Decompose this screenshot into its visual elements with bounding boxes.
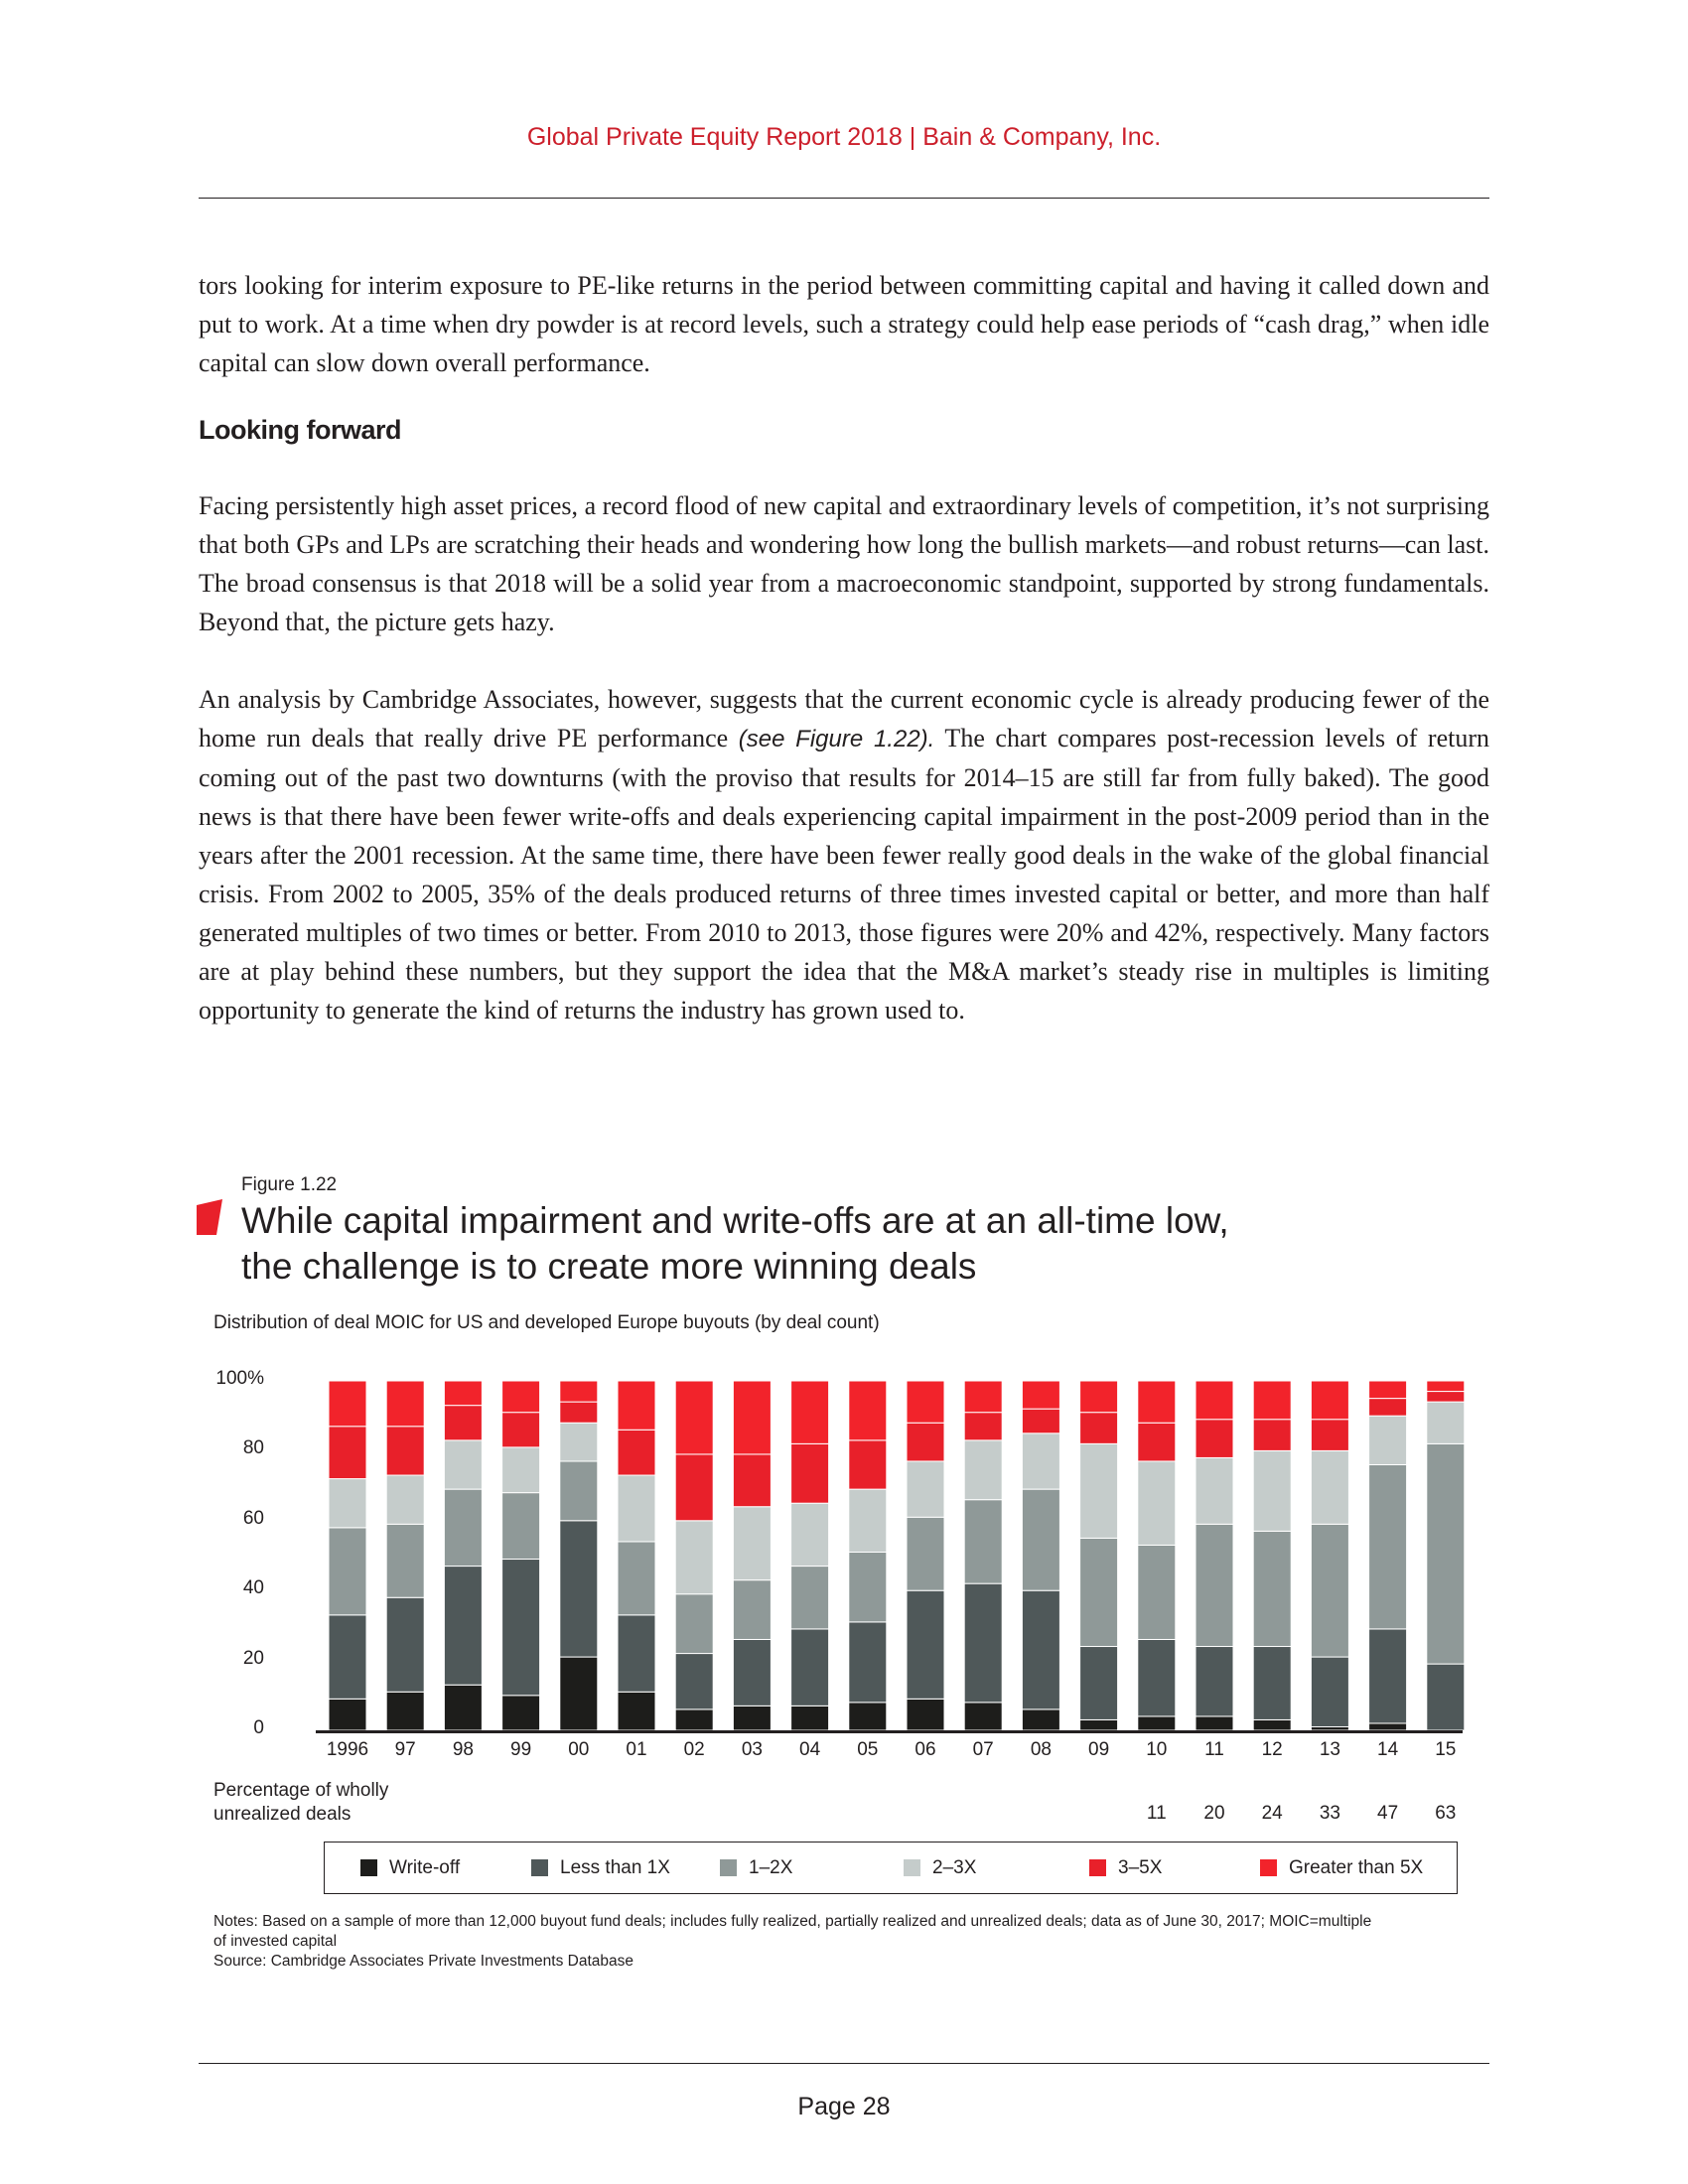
unrealized-value: 24 — [1261, 1803, 1283, 1824]
paragraph-2-text: Facing persistently high asset prices, a record flood of new capital and extraordinary levels of competition, it’s not surprising that both GPs and LPs are scratching their heads and wondering how long the bullish markets—and robust returns—can last. The broad consensus is that 2018 will be a solid year from a macroeconomic standpoint, supported by strong fundamentals. Beyond that, the picture gets hazy. — [199, 491, 1489, 636]
x-tick-label: 15 — [1435, 1739, 1457, 1760]
bar-segment-98-4 — [444, 1406, 482, 1440]
bar-segment-12-5 — [1253, 1381, 1291, 1420]
bar-segment-04-5 — [791, 1381, 829, 1443]
bar-segment-08-2 — [1022, 1489, 1059, 1590]
bar-segment-12-0 — [1253, 1719, 1291, 1730]
bar-segment-12-2 — [1253, 1531, 1291, 1646]
bar-segment-98-1 — [444, 1567, 482, 1686]
figure-notes — [213, 1912, 1475, 1972]
bar-segment-15-1 — [1427, 1664, 1465, 1730]
bar-segment-13-3 — [1311, 1450, 1348, 1524]
figure-reference: (see Figure 1.22). — [738, 726, 935, 752]
unrealized-value: 11 — [1146, 1803, 1167, 1824]
bar-segment-07-0 — [964, 1703, 1002, 1730]
legend-item — [1260, 1857, 1423, 1879]
bar-segment-03-3 — [733, 1507, 771, 1580]
bar-segment-02-3 — [675, 1521, 713, 1594]
legend-item — [360, 1857, 460, 1879]
bar-segment-05-1 — [849, 1622, 887, 1703]
x-tick-label: 11 — [1204, 1739, 1224, 1760]
bar-segment-1996-0 — [329, 1699, 366, 1730]
notes-line2: of invested capital — [213, 1933, 338, 1950]
x-tick-label: 1996 — [326, 1739, 369, 1760]
bar-segment-99-1 — [502, 1560, 540, 1696]
unrealized-label-line1: Percentage of wholly — [213, 1780, 389, 1801]
bar-segment-11-2 — [1196, 1524, 1233, 1646]
bar-segment-05-0 — [849, 1703, 887, 1730]
bar-segment-00-1 — [560, 1521, 598, 1657]
bar-segment-15-4 — [1427, 1392, 1465, 1403]
bar-segment-04-2 — [791, 1567, 829, 1629]
legend-label: 3–5X — [1118, 1856, 1163, 1878]
bar-segment-1996-3 — [329, 1479, 366, 1528]
x-tick-label: 03 — [741, 1739, 763, 1760]
bar-segment-02-0 — [675, 1709, 713, 1730]
bar-segment-1996-4 — [329, 1427, 366, 1479]
bar-segment-07-2 — [964, 1500, 1002, 1583]
bar-segment-15-5 — [1427, 1381, 1465, 1392]
legend-swatch — [720, 1859, 737, 1876]
bar-segment-07-3 — [964, 1440, 1002, 1500]
x-tick-label: 13 — [1319, 1739, 1340, 1760]
section-title: Looking forward — [199, 415, 401, 445]
bar-segment-97-4 — [386, 1427, 424, 1475]
bar-segment-05-4 — [849, 1440, 887, 1489]
bar-segment-04-1 — [791, 1629, 829, 1706]
bar-segment-02-1 — [675, 1654, 713, 1709]
bar-segment-99-5 — [502, 1381, 540, 1413]
bar-segment-03-4 — [733, 1454, 771, 1507]
bar-segment-06-2 — [907, 1517, 944, 1590]
bar-segment-09-4 — [1080, 1413, 1118, 1444]
bar-segment-03-2 — [733, 1580, 771, 1640]
legend-swatch — [360, 1859, 377, 1876]
page-number: Page 28 — [797, 2093, 891, 2120]
figure-title-line2: the challenge is to create more winning deals — [241, 1246, 977, 1287]
bar-segment-07-5 — [964, 1381, 1002, 1413]
y-tick-label: 60 — [242, 1507, 264, 1529]
unrealized-value: 63 — [1435, 1803, 1457, 1824]
y-tick-label: 100% — [215, 1368, 264, 1389]
bar-segment-98-5 — [444, 1381, 482, 1406]
bar-segment-10-1 — [1138, 1639, 1176, 1715]
bar-segment-15-2 — [1427, 1443, 1465, 1664]
x-tick-label: 99 — [510, 1739, 532, 1760]
bar-segment-04-3 — [791, 1503, 829, 1566]
x-tick-label: 04 — [799, 1739, 821, 1760]
x-tick-label: 14 — [1377, 1739, 1399, 1760]
bar-segment-08-1 — [1022, 1590, 1059, 1709]
bar-segment-97-1 — [386, 1597, 424, 1692]
x-tick-label: 06 — [914, 1739, 936, 1760]
bar-segment-02-2 — [675, 1594, 713, 1654]
bar-segment-11-5 — [1196, 1381, 1233, 1420]
legend-swatch — [531, 1859, 548, 1876]
legend-swatch — [904, 1859, 920, 1876]
bar-segment-00-3 — [560, 1423, 598, 1461]
bar-segment-99-0 — [502, 1696, 540, 1730]
bar-segment-14-5 — [1369, 1381, 1407, 1399]
bar-segment-11-4 — [1196, 1420, 1233, 1458]
legend-item — [531, 1857, 670, 1879]
bar-segment-13-2 — [1311, 1524, 1348, 1657]
bar-segment-1996-1 — [329, 1615, 366, 1699]
bar-segment-13-4 — [1311, 1420, 1348, 1451]
x-tick-label: 07 — [972, 1739, 994, 1760]
figure-subtitle: Distribution of deal MOIC for US and developed Europe buyouts (by deal count) — [213, 1312, 880, 1333]
chart-legend — [324, 1842, 1458, 1894]
legend-item — [1089, 1857, 1162, 1879]
bar-segment-97-0 — [386, 1692, 424, 1730]
bar-segment-02-5 — [675, 1381, 713, 1454]
bar-segment-01-1 — [618, 1615, 655, 1692]
x-tick-label: 00 — [568, 1739, 590, 1760]
legend-item — [720, 1857, 792, 1879]
bar-segment-09-2 — [1080, 1538, 1118, 1646]
x-tick-label: 10 — [1146, 1739, 1168, 1760]
bar-segment-08-3 — [1022, 1433, 1059, 1489]
paragraph-1-text: tors looking for interim exposure to PE-like returns in the period between committing capital and having it called down and put to work. At a time when dry powder is at record levels, such a strategy could help ease periods of “cash drag,” when idle capital can slow down overall performance. — [199, 271, 1489, 377]
notes-line1: Notes: Based on a sample of more than 12,000 buyout fund deals; includes fully realized, partially realized and unrealized deals; data as of June 30, 2017; MOIC=multiple — [213, 1913, 1372, 1930]
bar-segment-12-3 — [1253, 1450, 1291, 1531]
bar-segment-06-5 — [907, 1381, 944, 1423]
unrealized-value: 47 — [1377, 1803, 1399, 1824]
y-tick-label: 80 — [242, 1437, 264, 1459]
bar-segment-06-3 — [907, 1461, 944, 1517]
legend-label: 2–3X — [932, 1856, 977, 1878]
bar-segment-05-2 — [849, 1552, 887, 1621]
bar-segment-10-5 — [1138, 1381, 1176, 1423]
legend-label: Greater than 5X — [1289, 1856, 1424, 1878]
legend-swatch — [1260, 1859, 1277, 1876]
x-tick-label: 09 — [1088, 1739, 1110, 1760]
bar-segment-09-1 — [1080, 1647, 1118, 1720]
legend-swatch — [1089, 1859, 1106, 1876]
bar-segment-04-4 — [791, 1443, 829, 1503]
bar-segment-00-5 — [560, 1381, 598, 1402]
bar-segment-05-3 — [849, 1489, 887, 1552]
unrealized-label-line2: unrealized deals — [213, 1804, 352, 1825]
bar-segment-08-0 — [1022, 1709, 1059, 1730]
bar-segment-97-3 — [386, 1475, 424, 1524]
bar-segment-06-1 — [907, 1590, 944, 1699]
unrealized-label — [213, 1779, 388, 1827]
bar-segment-07-1 — [964, 1583, 1002, 1703]
bar-segment-97-5 — [386, 1381, 424, 1427]
bar-segment-1996-5 — [329, 1381, 366, 1427]
bar-segment-10-2 — [1138, 1545, 1176, 1639]
bar-segment-04-0 — [791, 1706, 829, 1730]
bar-segment-01-0 — [618, 1692, 655, 1730]
bar-segment-14-2 — [1369, 1464, 1407, 1628]
bar-segment-14-3 — [1369, 1416, 1407, 1464]
bar-segment-01-5 — [618, 1381, 655, 1430]
bar-segment-13-1 — [1311, 1657, 1348, 1726]
bar-segment-97-2 — [386, 1524, 424, 1597]
bar-segment-12-1 — [1253, 1647, 1291, 1720]
bar-segment-14-1 — [1369, 1629, 1407, 1723]
x-tick-label: 12 — [1261, 1739, 1283, 1760]
x-tick-label: 02 — [683, 1739, 705, 1760]
bar-segment-99-4 — [502, 1413, 540, 1447]
bar-segment-14-4 — [1369, 1399, 1407, 1417]
bar-segment-09-3 — [1080, 1443, 1118, 1538]
bar-segment-09-5 — [1080, 1381, 1118, 1413]
bar-segment-08-4 — [1022, 1409, 1059, 1433]
x-tick-label: 97 — [394, 1739, 416, 1760]
bar-segment-99-3 — [502, 1447, 540, 1493]
report-header: Global Private Equity Report 2018 | Bain & Company, Inc. — [526, 123, 1162, 151]
bar-segment-11-1 — [1196, 1647, 1233, 1716]
footer-divider — [199, 2063, 1489, 2064]
bar-segment-10-4 — [1138, 1423, 1176, 1461]
x-tick-label: 98 — [452, 1739, 474, 1760]
bar-segment-14-0 — [1369, 1723, 1407, 1730]
figure-title-line1: While capital impairment and write-offs are at an all-time low, — [241, 1200, 1229, 1241]
bar-segment-99-2 — [502, 1493, 540, 1560]
bar-segment-11-3 — [1196, 1457, 1233, 1524]
paragraph-3b: The chart compares post-recession levels of return coming out of the past two downturns (with the proviso that results for 2014–15 are still far from fully baked). The good news is that there have been fewer write-offs and deals experiencing capital impairment in the post-2009 period than in the years after the 2001 recession. At the same time, there have been fewer really good deals in the wake of the global financial crisis. From 2002 to 2005, 35% of the deals produced returns of three times invested capital or better, and more than half generated multiples of two times or better. From 2010 to 2013, those figures were 20% and 42%, respectively. Many factors are at play behind these numbers, but they support the idea that the M&A market’s steady rise in multiples is limiting opportunity to generate the kind of returns the industry has grown used to. — [199, 724, 1490, 1024]
bar-segment-13-0 — [1311, 1726, 1348, 1730]
bar-segment-06-4 — [907, 1423, 944, 1461]
bar-segment-98-0 — [444, 1685, 482, 1730]
figure-label: Figure 1.22 — [241, 1174, 338, 1195]
bar-segment-11-0 — [1196, 1716, 1233, 1730]
bar-segment-12-4 — [1253, 1420, 1291, 1451]
paragraph-3a: An analysis by Cambridge Associates, however, suggests that the current economic cycle is already producing fewer of the home run deals that really drive PE performance — [199, 685, 1489, 752]
unrealized-value: 20 — [1203, 1803, 1225, 1824]
x-tick-label: 08 — [1030, 1739, 1052, 1760]
bar-segment-07-4 — [964, 1413, 1002, 1440]
bar-segment-00-2 — [560, 1461, 598, 1521]
bar-segment-98-3 — [444, 1440, 482, 1489]
bar-segment-10-0 — [1138, 1716, 1176, 1730]
bar-segment-01-3 — [618, 1475, 655, 1542]
legend-label: Write-off — [389, 1856, 461, 1878]
bar-segment-03-1 — [733, 1639, 771, 1706]
legend-item — [904, 1857, 976, 1879]
bar-segment-02-4 — [675, 1454, 713, 1521]
x-tick-label: 01 — [626, 1739, 647, 1760]
x-tick-label: 05 — [857, 1739, 879, 1760]
bar-segment-06-0 — [907, 1699, 944, 1730]
y-tick-label: 0 — [253, 1717, 264, 1738]
legend-label: Less than 1X — [560, 1856, 670, 1878]
bar-segment-98-2 — [444, 1489, 482, 1566]
bar-segment-09-0 — [1080, 1719, 1118, 1730]
bar-segment-13-5 — [1311, 1381, 1348, 1420]
bar-segment-03-0 — [733, 1706, 771, 1730]
legend-label: 1–2X — [749, 1856, 793, 1878]
y-tick-label: 40 — [242, 1577, 264, 1599]
bar-segment-01-2 — [618, 1542, 655, 1615]
bar-segment-08-5 — [1022, 1381, 1059, 1409]
notes-source: Source: Cambridge Associates Private Investments Database — [213, 1953, 634, 1970]
bar-segment-10-3 — [1138, 1461, 1176, 1545]
bar-segment-00-4 — [560, 1402, 598, 1423]
bar-segment-15-3 — [1427, 1402, 1465, 1443]
bar-segment-00-0 — [560, 1657, 598, 1730]
y-tick-label: 20 — [242, 1647, 264, 1669]
bar-segment-01-4 — [618, 1430, 655, 1475]
bar-segment-1996-2 — [329, 1528, 366, 1615]
bar-segment-03-5 — [733, 1381, 771, 1454]
bar-segment-05-5 — [849, 1381, 887, 1440]
unrealized-value: 33 — [1319, 1803, 1340, 1824]
